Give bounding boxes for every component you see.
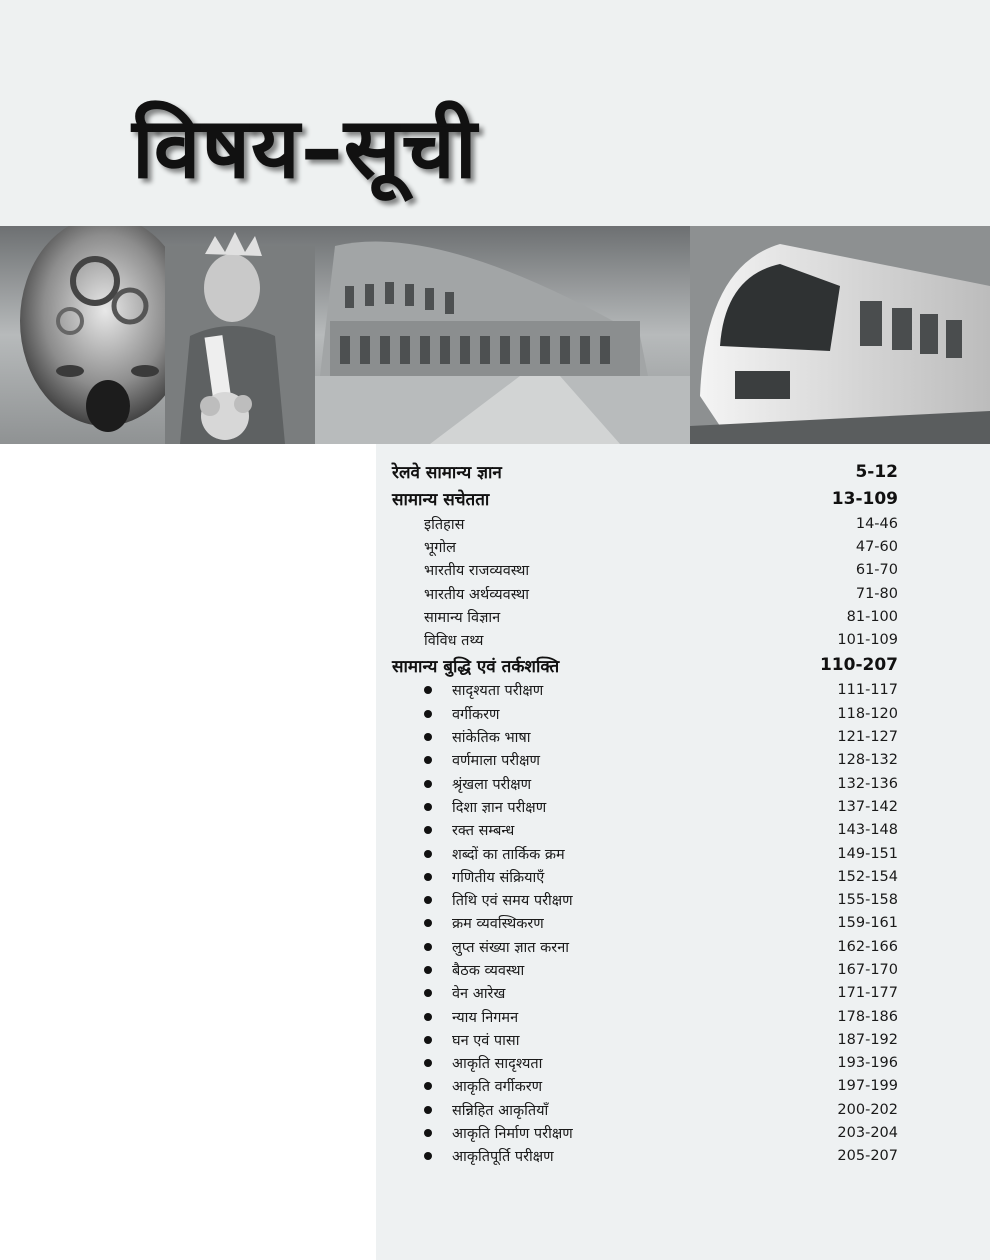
toc-page-range: 193-196: [837, 1055, 898, 1072]
toc-item[interactable]: [392, 628, 898, 651]
table-of-contents: [392, 458, 898, 1168]
toc-item-label: सामान्य विज्ञान: [424, 609, 501, 626]
bullet-icon: [424, 1106, 432, 1114]
toc-section-railway-gk[interactable]: [392, 458, 898, 485]
toc-page-range: 47-60: [855, 538, 898, 555]
toc-page-range: 143-148: [837, 822, 898, 839]
bullet-icon: [424, 919, 432, 927]
toc-item[interactable]: [392, 725, 898, 748]
bullet-icon: [424, 1152, 432, 1160]
toc-page-range: 152-154: [837, 868, 898, 885]
toc-section-label: सामान्य बुद्धि एवं तर्कशक्ति: [392, 656, 560, 677]
toc-item-label: भूगोल: [424, 539, 456, 556]
toc-item-label: भारतीय अर्थव्यवस्था: [424, 586, 530, 603]
toc-section-label: रेलवे सामान्य ज्ञान: [392, 463, 502, 483]
bullet-icon: [424, 850, 432, 858]
page-title: विषय–सूची: [132, 99, 478, 197]
bullet-icon: [424, 826, 432, 834]
toc-item-label: रक्त सम्बन्ध: [452, 823, 515, 840]
toc-item-label: वर्णमाला परीक्षण: [452, 753, 540, 770]
toc-item[interactable]: [392, 982, 898, 1005]
toc-section-general-awareness[interactable]: [392, 485, 898, 512]
toc-item-label: आकृति वर्गीकरण: [452, 1079, 543, 1096]
toc-item[interactable]: [392, 819, 898, 842]
toc-page-range: 178-186: [837, 1008, 898, 1025]
toc-item-label: आकृति सादृश्यता: [452, 1056, 543, 1073]
bullet-icon: [424, 1036, 432, 1044]
bullet-icon: [424, 803, 432, 811]
toc-item[interactable]: [392, 772, 898, 795]
toc-item-label: श्रृंखला परीक्षण: [452, 776, 532, 793]
train-illustration: [690, 226, 990, 444]
toc-item[interactable]: [392, 1005, 898, 1028]
toc-page-range: 197-199: [837, 1078, 898, 1095]
toc-item-label: आकृतिपूर्ति परीक्षण: [452, 1149, 554, 1166]
toc-item-label: घन एवं पासा: [452, 1032, 520, 1049]
toc-item-label: वेन आरेख: [452, 986, 506, 1003]
toc-page-range: 159-161: [837, 915, 898, 932]
bullet-icon: [424, 943, 432, 951]
toc-item[interactable]: [392, 865, 898, 888]
toc-page-range: 200-202: [837, 1101, 898, 1118]
toc-item-label: शब्दों का तार्किक क्रम: [452, 846, 565, 863]
collage-banner: [0, 226, 990, 444]
bullet-icon: [424, 686, 432, 694]
toc-item-label: इतिहास: [424, 516, 465, 533]
toc-item[interactable]: [392, 1145, 898, 1168]
toc-section-label: सामान्य सचेतता: [392, 490, 490, 510]
toc-page-range: 149-151: [837, 845, 898, 862]
toc-page-range: 13-109: [831, 488, 898, 509]
toc-page-range: 5-12: [855, 461, 898, 482]
toc-item[interactable]: [392, 679, 898, 702]
bullet-icon: [424, 780, 432, 788]
toc-page-range: 155-158: [837, 892, 898, 909]
toc-item[interactable]: [392, 1028, 898, 1051]
toc-item-label: लुप्त संख्या ज्ञात करना: [452, 939, 570, 956]
toc-page-range: 137-142: [837, 798, 898, 815]
toc-item[interactable]: [392, 749, 898, 772]
toc-page-range: 81-100: [846, 608, 898, 625]
toc-item[interactable]: [392, 958, 898, 981]
bullet-icon: [424, 756, 432, 764]
toc-item-label: सन्निहित आकृतियाँ: [452, 1102, 549, 1119]
toc-item[interactable]: [392, 535, 898, 558]
toc-section-reasoning[interactable]: [392, 652, 898, 679]
toc-item-label: सांकेतिक भाषा: [452, 730, 531, 747]
toc-page-range: 187-192: [837, 1031, 898, 1048]
toc-page-range: 205-207: [837, 1148, 898, 1165]
toc-item-label: क्रम व्यवस्थिकरण: [452, 916, 544, 933]
toc-page-range: 71-80: [855, 585, 898, 602]
toc-item-label: भारतीय राजव्यवस्था: [424, 563, 530, 580]
toc-page-range: 118-120: [837, 705, 898, 722]
crowned-person: [165, 232, 315, 444]
bullet-icon: [424, 989, 432, 997]
toc-item-label: न्याय निगमन: [452, 1009, 519, 1026]
toc-item[interactable]: [392, 795, 898, 818]
toc-item-label: तिथि एवं समय परीक्षण: [452, 893, 573, 910]
toc-page-range: 132-136: [837, 775, 898, 792]
toc-page-range: 61-70: [855, 562, 898, 579]
toc-item[interactable]: [392, 935, 898, 958]
toc-item-label: बैठक व्यवस्था: [452, 962, 525, 979]
toc-page-range: 171-177: [837, 985, 898, 1002]
toc-item[interactable]: [392, 1052, 898, 1075]
toc-item-label: वर्गीकरण: [452, 706, 500, 723]
toc-item-label: आकृति निर्माण परीक्षण: [452, 1126, 573, 1143]
bullet-icon: [424, 1013, 432, 1021]
toc-item[interactable]: [392, 512, 898, 535]
toc-item-label: सादृश्यता परीक्षण: [452, 683, 544, 700]
toc-page-range: 111-117: [837, 682, 898, 699]
toc-item[interactable]: [392, 605, 898, 628]
toc-page-range: 162-166: [837, 938, 898, 955]
toc-page-range: 167-170: [837, 961, 898, 978]
toc-page-range: 110-207: [819, 655, 898, 676]
toc-item[interactable]: [392, 702, 898, 725]
toc-item[interactable]: [392, 1098, 898, 1121]
bullet-icon: [424, 710, 432, 718]
bullet-icon: [424, 1082, 432, 1090]
toc-page-range: 101-109: [837, 632, 898, 649]
toc-page-range: 203-204: [837, 1125, 898, 1142]
bullet-icon: [424, 1059, 432, 1067]
toc-item[interactable]: [392, 1075, 898, 1098]
bullet-icon: [424, 733, 432, 741]
bullet-icon: [424, 896, 432, 904]
toc-item[interactable]: [392, 559, 898, 582]
toc-page-range: 14-46: [855, 515, 898, 532]
toc-item[interactable]: [392, 912, 898, 935]
toc-item[interactable]: [392, 842, 898, 865]
toc-item-label: विविध तथ्य: [424, 633, 484, 650]
toc-item-label: दिशा ज्ञान परीक्षण: [452, 799, 547, 816]
toc-item[interactable]: [392, 1121, 898, 1144]
toc-item-label: गणितीय संक्रियाएँ: [452, 869, 545, 886]
bullet-icon: [424, 966, 432, 974]
toc-item[interactable]: [392, 888, 898, 911]
bullet-icon: [424, 1129, 432, 1137]
bullet-icon: [424, 873, 432, 881]
toc-page-range: 121-127: [837, 729, 898, 746]
toc-page-range: 128-132: [837, 752, 898, 769]
toc-item[interactable]: [392, 582, 898, 605]
